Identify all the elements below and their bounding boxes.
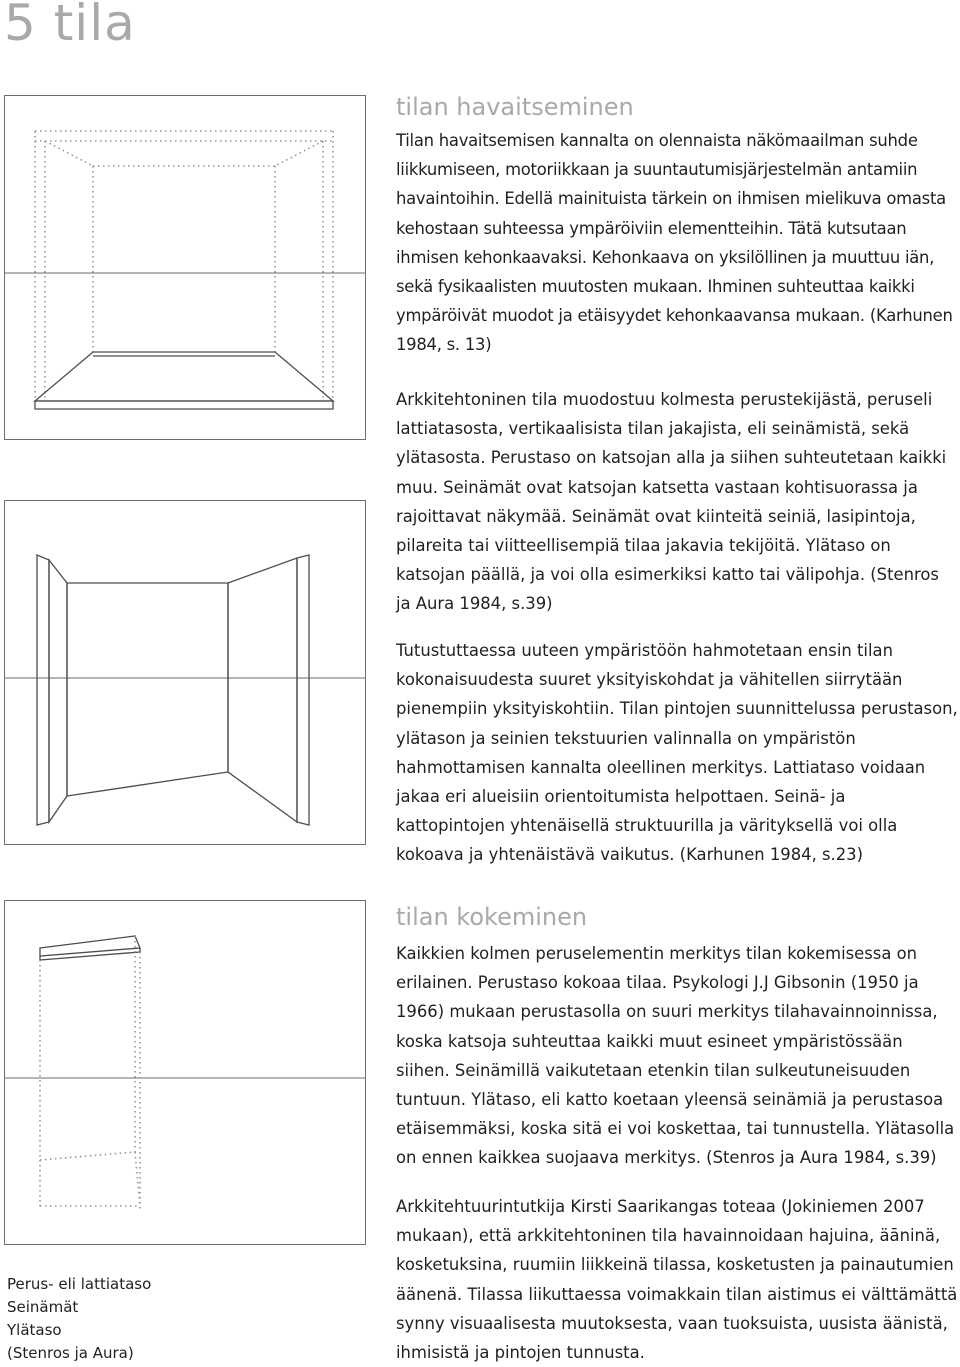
figure-walls	[4, 500, 366, 845]
section-heading: tilan havaitseminen	[396, 93, 634, 121]
body-paragraph: Arkkitehtuurintutkija Kirsti Saarikangas toteaa (Jokiniemen 2007 mukaan), että arkkitehtoninen tila havainnoidaan hajuina, äāninä, kosketuksina, ruumiin liikkeinä tilassa, kosketusten ja painautumien äänenä. Tilassa liikuttaessa voimakkain tilan aistimus ei välttämättä synny visuaalisesta muutoksesta, vaan tuoksuista, uusista äänistä, ihmisistä ja pintojen tunnusta.	[396, 1197, 958, 1363]
paragraph-block	[396, 636, 958, 870]
caption-line: Seinämät	[7, 1298, 79, 1316]
caption-line: Ylätaso	[7, 1321, 62, 1339]
ceiling-plane-diagram	[4, 900, 366, 1245]
section-tilan-havaitseminen	[396, 92, 958, 360]
paragraph-block	[396, 1192, 958, 1367]
section-tilan-kokeminen	[396, 902, 958, 1173]
section-heading: tilan kokeminen	[396, 903, 588, 931]
figure-caption	[7, 1273, 207, 1365]
caption-line: Perus- eli lattiataso	[7, 1275, 152, 1293]
figure-floor-plane	[4, 95, 366, 440]
body-paragraph: Kaikkien kolmen peruselementin merkitys tilan kokemisessa on erilainen. Perustaso kokoaa tilaa. Psykologi J.J Gibsonin (1950 ja 1966) mukaan perustasolla on suuri merkitys tilahavainnoinnissa, koska katsoja suhteuttaa kaikki muut esineet ympäristössään siihen. Seinämillä vaikutetaan etenkin tilan sulkeutuneisuuden tuntuun. Ylätaso, eli katto koetaan yleensä seinämiä ja perustasoa etäisemmäksi, koska sitä ei voi koskettaa, tai tunnustella. Ylätasolla on ennen kaikkea suojaava merkitys. (Stenros ja Aura 1984, s.39)	[396, 944, 955, 1168]
paragraph-block	[396, 385, 958, 619]
body-paragraph: Arkkitehtoninen tila muodostuu kolmesta perustekijästä, peruseli lattiatasosta, vertikaalisista tilan jakajista, eli seinämistä, sekä ylätasosta. Perustaso on katsojan alla ja siihen suhteutetaan kaikki muu. Seinämät ovat katsojan katsetta vastaan kohtisuorassa ja rajoittavat näkymää. Seinämät ovat kiinteitä seiniä, lasipintoja, pilareita tai viitteellisempiä tilaa jakavia tekijöitä. Ylätaso on katsojan päällä, ja voi olla esimerkiksi katto tai välipohja. (Stenros ja Aura 1984, s.39)	[396, 390, 947, 614]
body-paragraph: Tutustuttaessa uuteen ympäristöön hahmotetaan ensin tilan kokonaisuudesta suuret yksityiskohdat ja vähitellen siirrytään pienempiin yksityiskohtiin. Tilan pintojen suunnittelussa perustason, ylätason ja seinien tekstuurien valinnalla on ympäristön hahmottamisen kannalta oleellinen merkitys. Lattiataso voidaan jakaa eri alueisiin orientoitumista helpottaen. Seinä- ja kattopintojen yhtenäisellä struktuurilla ja värityksellä voi olla kokoava ja yhtenäistävä vaikutus. (Karhunen 1984, s.23)	[396, 641, 958, 865]
floor-plane-diagram	[4, 95, 366, 440]
caption-line: (Stenros ja Aura)	[7, 1344, 134, 1362]
walls-diagram	[4, 500, 366, 845]
body-paragraph: Tilan havaitsemisen kannalta on olennaista näkömaailman suhde liikkumiseen, motoriikkaan ja suuntautumisjärjestelmän antamiin havaintoihin. Edellä mainituista tärkein on ihmisen mielikuva omasta kehostaan suhteessa ympäröiviin elementteihin. Tätä kutsutaan ihmisen kehonkaavaksi. Kehonkaava on yksilöllinen ja muuttuu iän, sekä fysikaalisten muutosten mukaan. Ihminen suhteuttaa kaikki ympäröivät muodot ja etäisyydet kehonkaavansa mukaan. (Karhunen 1984, s. 13)	[396, 131, 953, 355]
figure-ceiling-plane	[4, 900, 366, 1245]
chapter-title: 5 tila	[4, 0, 136, 52]
